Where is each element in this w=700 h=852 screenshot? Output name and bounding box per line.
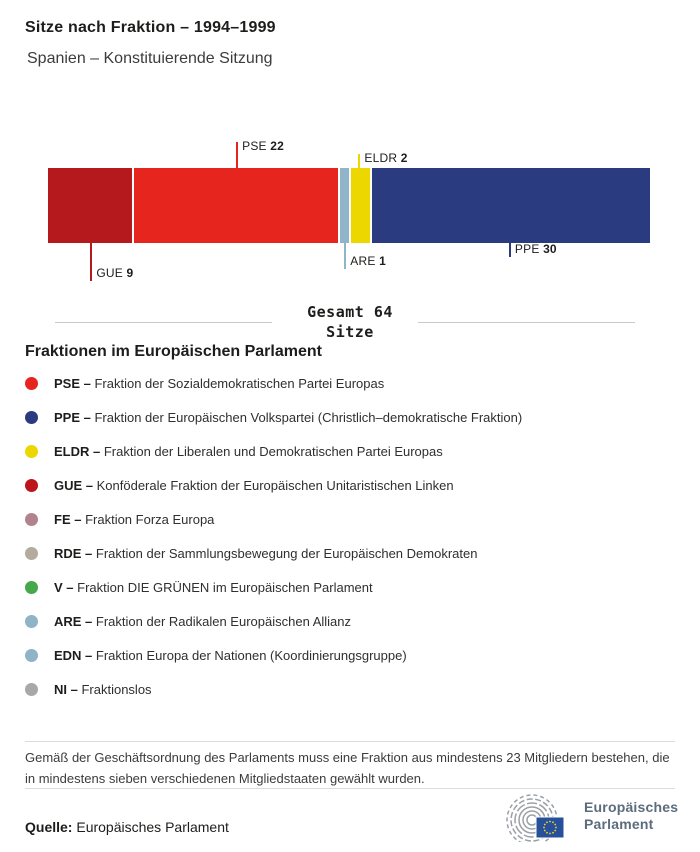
legend-label-ni: NI – Fraktionslos	[54, 681, 152, 697]
callout-label-gue: GUE 9	[96, 266, 134, 280]
footnote-divider-top	[25, 741, 675, 742]
eu-flag-icon	[536, 817, 564, 838]
legend-dot-ppe	[25, 411, 38, 424]
legend-label-v: V – Fraktion DIE GRÜNEN im Europäischen Parlament	[54, 579, 373, 595]
callout-label-ppe: PPE 30	[514, 242, 557, 256]
legend-label-ppe: PPE – Fraktion der Europäischen Volkspartei (Christlich–demokratische Fraktion)	[54, 409, 523, 425]
legend-label-pse: PSE – Fraktion der Sozialdemokratischen Partei Europas	[54, 375, 385, 391]
legend-item-ppe	[25, 400, 680, 434]
bar-segment-pse	[134, 168, 338, 243]
legend-label-gue: GUE – Konföderale Fraktion der Europäischen Unitaristischen Linken	[54, 477, 454, 493]
legend-heading: Fraktionen im Europäischen Parlament	[25, 343, 322, 360]
total-seats-line2: Sitze	[326, 323, 374, 341]
legend-dot-fe	[25, 513, 38, 526]
legend-item-edn	[25, 638, 680, 672]
legend-label-are: ARE – Fraktion der Radikalen Europäischen Allianz	[54, 613, 351, 629]
page-subtitle: Spanien – Konstituierende Sitzung	[27, 50, 273, 67]
logo-wordmark	[584, 799, 678, 833]
legend-dot-v	[25, 581, 38, 594]
callout-line-are	[344, 243, 346, 269]
parliament-hemicycle-icon	[505, 790, 577, 842]
legend-dot-pse	[25, 377, 38, 390]
legend-item-rde	[25, 536, 680, 570]
logo-line2: Parlament	[584, 816, 654, 832]
legend-label-edn: EDN – Fraktion Europa der Nationen (Koordinierungsgruppe)	[54, 647, 407, 663]
legend-dot-eldr	[25, 445, 38, 458]
source-value-text: Europäisches Parlament	[76, 819, 229, 835]
bar-segment-ppe	[372, 168, 650, 243]
seat-chart	[48, 130, 650, 295]
legend-item-eldr	[25, 434, 680, 468]
legend-dot-are	[25, 615, 38, 628]
legend-item-gue	[25, 468, 680, 502]
bar-segment-eldr	[351, 168, 370, 243]
page-title: Sitze nach Fraktion – 1994–1999	[25, 19, 276, 36]
source-label: Quelle:	[25, 819, 73, 835]
legend-item-are	[25, 604, 680, 638]
legend-label-rde: RDE – Fraktion der Sammlungsbewegung der Europäischen Demokraten	[54, 545, 478, 561]
legend-label-eldr: ELDR – Fraktion der Liberalen und Demokratischen Partei Europas	[54, 443, 443, 459]
seat-bar	[48, 168, 650, 243]
european-parliament-logo	[505, 790, 678, 842]
callout-label-pse: PSE 22	[242, 139, 285, 153]
callout-line-ppe	[509, 243, 511, 257]
callout-label-eldr: ELDR 2	[364, 151, 408, 165]
total-seats-line1: Gesamt 64	[307, 303, 393, 321]
legend-list	[25, 366, 680, 706]
legend-dot-rde	[25, 547, 38, 560]
callout-line-eldr	[358, 154, 360, 168]
legend-item-ni	[25, 672, 680, 706]
total-seats-label	[0, 302, 700, 342]
legend-dot-ni	[25, 683, 38, 696]
footnote-text: Gemäß der Geschäftsordnung des Parlaments muss eine Fraktion aus mindestens 23 Mitgliedern bestehen, die in mindestens sieben verschiedenen Mitgliedstaaten gewählt wurden.	[25, 750, 670, 786]
legend-label-fe: FE – Fraktion Forza Europa	[54, 511, 215, 527]
bar-segment-gue	[48, 168, 132, 243]
legend-item-v	[25, 570, 680, 604]
legend-dot-gue	[25, 479, 38, 492]
callout-line-gue	[90, 243, 92, 281]
callout-label-are: ARE 1	[350, 254, 386, 268]
legend-item-fe	[25, 502, 680, 536]
source-line	[25, 819, 229, 835]
logo-line1: Europäisches	[584, 799, 679, 815]
callout-line-pse	[236, 142, 238, 168]
legend-dot-edn	[25, 649, 38, 662]
footnote-divider-bottom	[25, 788, 675, 789]
bar-segment-are	[340, 168, 349, 243]
legend-item-pse	[25, 366, 680, 400]
